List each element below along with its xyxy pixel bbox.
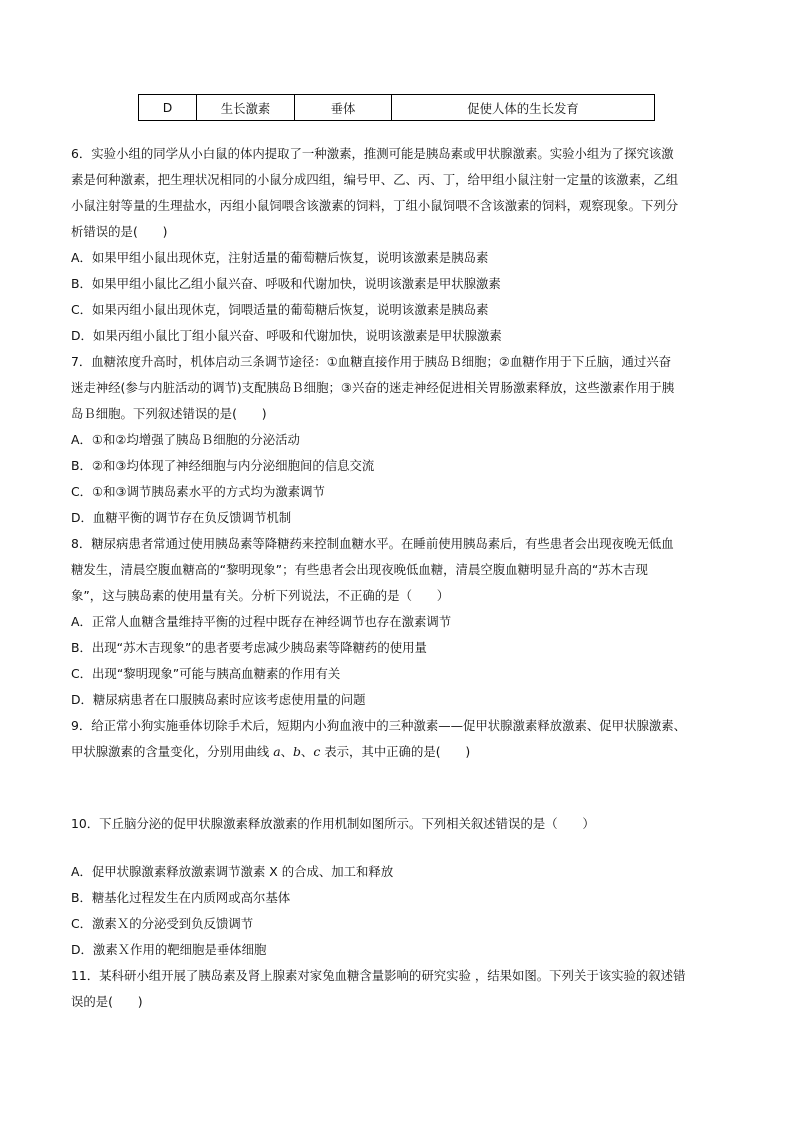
question-6-line: 6．实验小组的同学从小白鼠的体内提取了一种激素，推测可能是胰岛素或甲状腺激素。实验小组为了探究该激	[71, 146, 674, 161]
question-6-option-d: D．如果丙组小鼠比丁组小鼠兴奋、呼吸和代谢加快，说明该激素是甲状腺激素	[71, 328, 502, 343]
question-9-line: 9．给正常小狗实施垂体切除手术后，短期内小狗血液中的三种激素——促甲状腺激素释放激素、促甲状腺激素、	[71, 718, 687, 733]
question-8-line: 象”，这与胰岛素的使用量有关。分析下列说法，不正确的是（ ）	[71, 588, 450, 603]
question-9-text: 表示，其中正确的是( )	[320, 744, 471, 759]
question-9-text: 甲状腺激素的含量变化，分别用曲线	[71, 744, 274, 759]
hormone-table	[138, 94, 655, 121]
question-6-line: 小鼠注射等量的生理盐水，丙组小鼠饲喂含该激素的饲料，丁组小鼠饲喂不含该激素的饲料，观察现象。下列分	[71, 198, 679, 213]
question-11-line: 误的是( )	[71, 994, 143, 1009]
question-8-option-c: C．出现“黎明现象”可能与胰高血糖素的作用有关	[71, 666, 341, 681]
question-6-option-b: B．如果甲组小鼠比乙组小鼠兴奋、呼吸和代谢加快，说明该激素是甲状腺激素	[71, 276, 501, 291]
question-7-line: 岛Ｂ细胞。下列叙述错误的是( )	[71, 406, 267, 421]
question-7-option-a: A．①和②均增强了胰岛Ｂ细胞的分泌活动	[71, 432, 300, 447]
question-10-option-c: C．激素Ｘ的分泌受到负反馈调节	[71, 916, 254, 931]
question-9-line	[71, 743, 470, 761]
question-10-line: 10．下丘脑分泌的促甲状腺激素释放激素的作用机制如图所示。下列相关叙述错误的是（ ）	[71, 816, 595, 831]
question-10-option-a: A．促甲状腺激素释放激素调节激素 X 的合成、加工和释放	[71, 864, 394, 879]
question-8-line: 糖发生，清晨空腹血糖高的“黎明现象”；有些患者会出现夜晚低血糖，清晨空腹血糖明显升高的“苏木吉现	[71, 562, 648, 577]
table-cell: 生长激素	[197, 95, 295, 121]
question-7-option-d: D．血糖平衡的调节存在负反馈调节机制	[71, 510, 292, 525]
curve-b-label: b	[292, 744, 301, 759]
table-row	[139, 95, 655, 121]
question-6-option-c: C．如果丙组小鼠出现休克，饲喂适量的葡萄糖后恢复，说明该激素是胰岛素	[71, 302, 489, 317]
question-10-option-b: B．糖基化过程发生在内质网或高尔基体	[71, 890, 291, 905]
question-6-line: 析错误的是( )	[71, 224, 168, 239]
table-cell: 促使人体的生长发育	[392, 95, 655, 121]
curve-a-label: a	[273, 744, 281, 759]
separator: 、	[280, 744, 293, 759]
question-8-option-d: D．糖尿病患者在口服胰岛素时应该考虑使用量的问题	[71, 692, 366, 707]
question-8-line: 8．糖尿病患者常通过使用胰岛素等降糖药来控制血糖水平。在睡前使用胰岛素后，有些患者会出现夜晚无低血	[71, 536, 674, 551]
curve-c-label: c	[313, 744, 321, 759]
table-cell: D	[139, 95, 197, 121]
table-cell: 垂体	[295, 95, 392, 121]
question-7-option-b: B．②和③均体现了神经细胞与内分泌细胞间的信息交流	[71, 458, 375, 473]
question-7-line: 迷走神经(参与内脏活动的调节)支配胰岛Ｂ细胞；③兴奋的迷走神经促进相关胃肠激素释放，这些激素作用于胰	[71, 380, 675, 395]
question-7-line: 7．血糖浓度升高时，机体启动三条调节途径：①血糖直接作用于胰岛Ｂ细胞；②血糖作用于下丘脑，通过兴奋	[71, 354, 672, 369]
question-10-option-d: D．激素Ｘ作用的靶细胞是垂体细胞	[71, 942, 267, 957]
question-6-option-a: A．如果甲组小鼠出现休克，注射适量的葡萄糖后恢复，说明该激素是胰岛素	[71, 250, 489, 265]
question-11-line: 11．某科研小组开展了胰岛素及肾上腺素对家兔血糖含量影响的研究实验 ，结果如图。下列关于该实验的叙述错	[71, 968, 686, 983]
separator: 、	[300, 744, 314, 759]
question-6-line: 素是何种激素，把生理状况相同的小鼠分成四组，编号甲、乙、丙、丁，给甲组小鼠注射一定量的该激素，乙组	[71, 172, 679, 187]
question-8-option-b: B．出现“苏木吉现象”的患者要考虑减少胰岛素等降糖药的使用量	[71, 640, 427, 655]
question-8-option-a: A．正常人血糖含量维持平衡的过程中既存在神经调节也存在激素调节	[71, 614, 452, 629]
question-7-option-c: C．①和③调节胰岛素水平的方式均为激素调节	[71, 484, 325, 499]
